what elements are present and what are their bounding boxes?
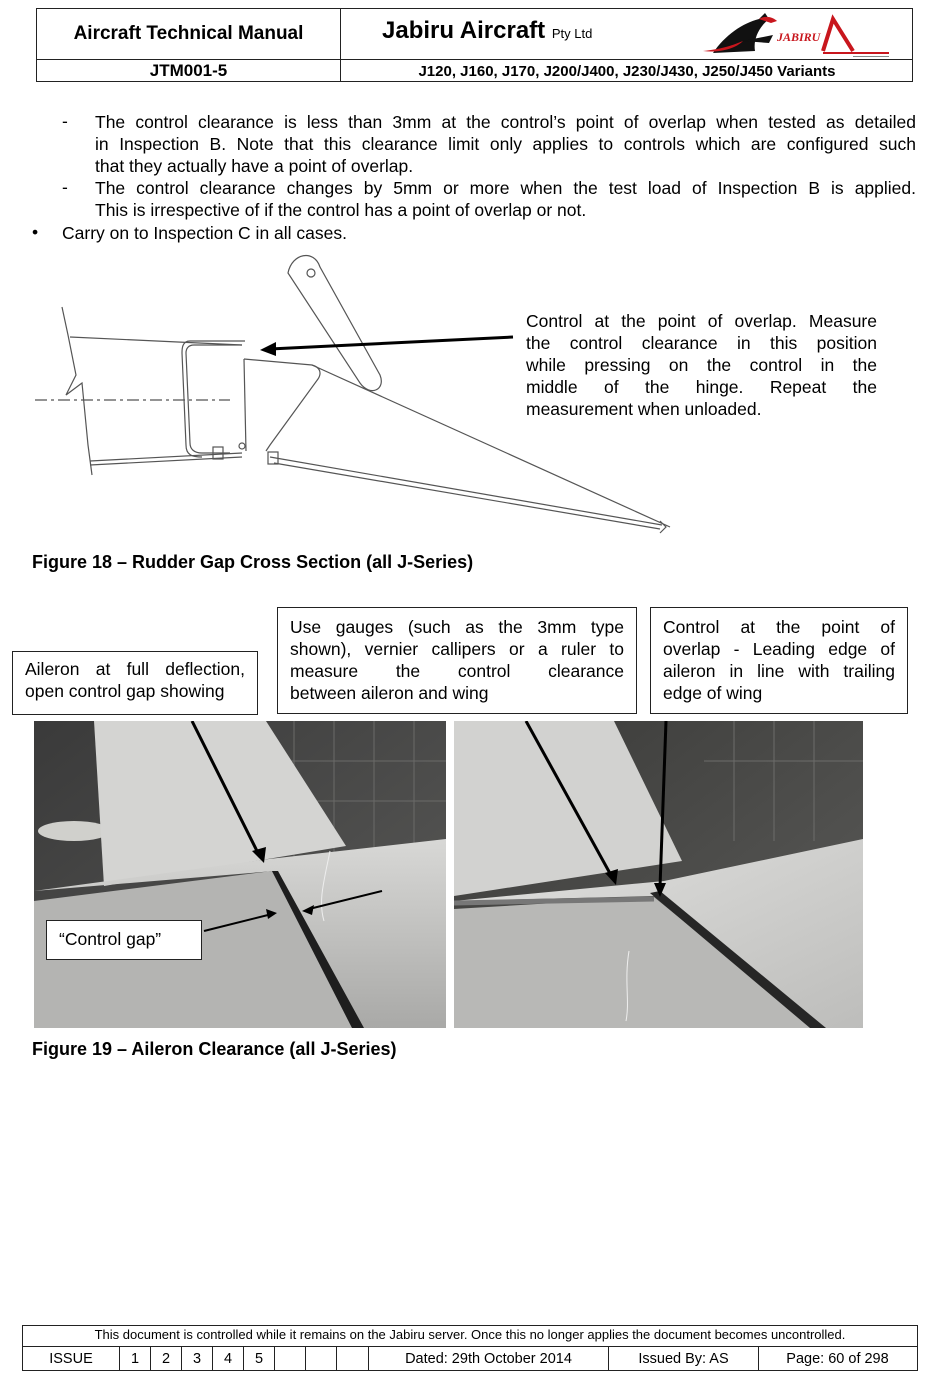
- figure18-callout-line: measurement when unloaded.: [526, 399, 762, 419]
- page-number: Page: 60 of 298: [758, 1347, 916, 1371]
- jabiru-logo-icon: [673, 11, 893, 57]
- figure18-callout: [526, 310, 877, 420]
- dash-item-1-line-1: The control clearance is less than 3mm at the control’s point of overlap when tested as detailed: [95, 112, 916, 132]
- dash-item-2-line-1: The control clearance changes by 5mm or more when the test load of Inspection B is applied.: [95, 178, 916, 198]
- figure18-caption: Figure 18 – Rudder Gap Cross Section (all J-Series): [32, 552, 474, 572]
- callout-line: edge of wing: [663, 683, 763, 703]
- manual-title: Aircraft Technical Manual: [73, 23, 304, 44]
- aileron-overlap-photo: [454, 721, 863, 1028]
- issue-cell: 5: [243, 1347, 274, 1371]
- callout-line: between aileron and wing: [290, 683, 489, 703]
- figure18-callout-line: middle of the hinge. Repeat the: [526, 377, 877, 397]
- bullet-marker: •: [32, 222, 39, 242]
- dated: Dated: 29th October 2014: [368, 1347, 608, 1371]
- page-footer: [22, 1325, 918, 1371]
- aircraft-variants: J120, J160, J170, J200/J400, J230/J430, J250/J450 Variants: [418, 62, 836, 80]
- callout-line: Aileron at full deflection,: [25, 659, 245, 679]
- figure18-callout-line: Control at the point of overlap. Measure: [526, 311, 877, 331]
- control-notice: This document is controlled while it remains on the Jabiru server. Once this no longer applies the document becomes uncontrolled.: [94, 1327, 846, 1342]
- company-name: Jabiru Aircraft Pty Ltd: [382, 17, 593, 44]
- dash-marker: -: [62, 177, 68, 197]
- callout-aileron-deflection: [12, 651, 258, 715]
- callout-line: shown), vernier callipers or a ruler to: [290, 639, 624, 659]
- figure18-callout-line: while pressing on the control in the: [526, 355, 877, 375]
- aileron-full-deflection-photo: [34, 721, 446, 1028]
- callout-line: measure the control clearance: [290, 661, 624, 681]
- issued-by: Issued By: AS: [608, 1347, 758, 1371]
- issue-cell: 4: [212, 1347, 243, 1371]
- issue-cell: [274, 1347, 305, 1371]
- callout-line: aileron in line with trailing: [663, 661, 895, 681]
- issue-cell: [305, 1347, 336, 1371]
- issue-label: ISSUE: [49, 1351, 93, 1367]
- callout-use-gauges: [277, 607, 637, 714]
- bullet-item: Carry on to Inspection C in all cases.: [62, 223, 347, 243]
- page-header: [36, 8, 913, 82]
- callout-line: overlap - Leading edge of: [663, 639, 895, 659]
- issue-cell: 3: [181, 1347, 212, 1371]
- dash-item-1-line-2: in Inspection B. Note that this clearance limit only applies to controls which are configured such: [95, 134, 916, 154]
- dash-item-1-line-3: that they actually have a point of overlap.: [95, 156, 414, 176]
- svg-text:JABIRU: JABIRU: [777, 30, 821, 44]
- dash-item-2-line-2: This is irrespective of if the control has a point of overlap or not.: [95, 200, 587, 220]
- issue-cell: 1: [119, 1347, 150, 1371]
- callout-point-of-overlap: [650, 607, 908, 714]
- issue-cell: [336, 1347, 368, 1371]
- label-control-gap: “Control gap”: [46, 920, 202, 960]
- callout-line: Use gauges (such as the 3mm type: [290, 617, 624, 637]
- dash-marker: -: [62, 111, 68, 131]
- doc-number: JTM001-5: [149, 61, 228, 80]
- figure19-caption: Figure 19 – Aileron Clearance (all J-Series): [32, 1039, 397, 1059]
- callout-line: Control at the point of: [663, 617, 895, 637]
- callout-line: open control gap showing: [25, 681, 225, 701]
- figure18-callout-line: the control clearance in this position: [526, 333, 877, 353]
- issue-cell: 2: [150, 1347, 181, 1371]
